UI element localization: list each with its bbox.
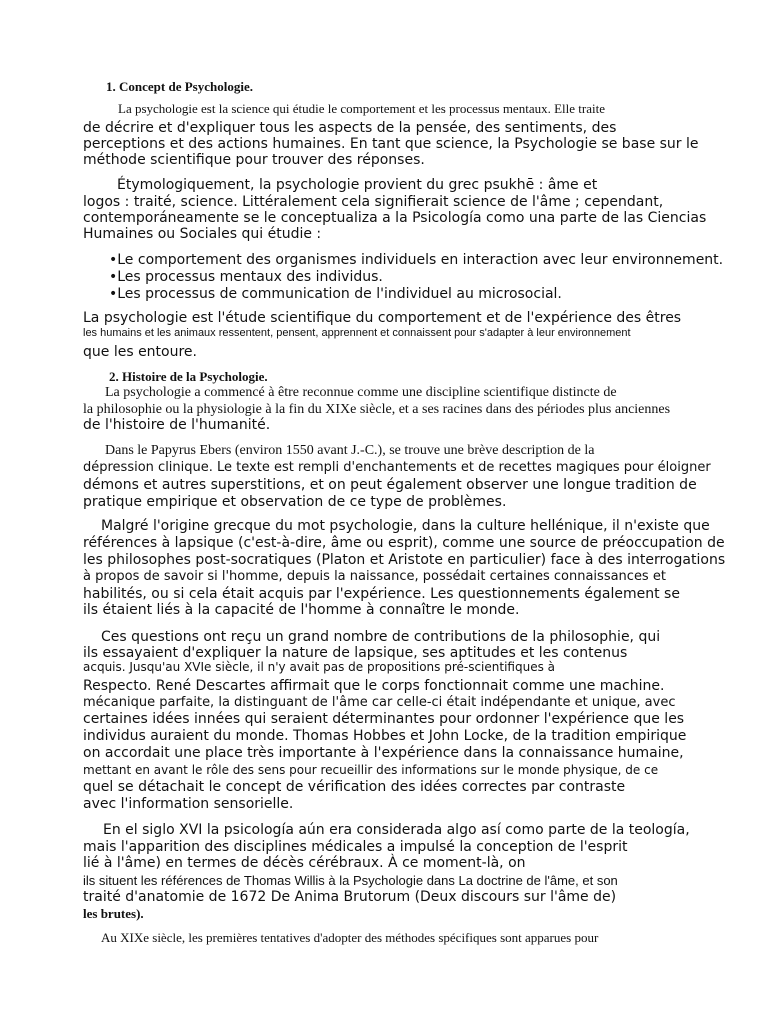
paragraph-line: que les entoure. (83, 344, 197, 360)
paragraph-line: les humains et les animaux ressentent, pensent, apprennent et connaissent pour s'adapter à leur environnement (83, 327, 631, 339)
section-heading-histoire: 2. Histoire de la Psychologie. (109, 369, 268, 384)
bullet-item: •Les processus mentaux des individus. (109, 269, 383, 285)
paragraph-line: dépression clinique. Le texte est rempli d'enchantements et de recettes magiques pour éloigner (83, 460, 711, 475)
paragraph-line: mécanique parfaite, la distinguant de l'âme car celle-ci était indépendante et unique, avec (83, 695, 676, 710)
paragraph-line: pratique empirique et observation de ce type de problèmes. (83, 494, 507, 510)
paragraph-line: quel se détachait le concept de vérification des idées correctes par contraste (83, 779, 626, 795)
paragraph-line: logos : traité, science. Littéralement cela signifierait science de l'âme ; cependant, (83, 194, 664, 210)
paragraph-line: Étymologiquement, la psychologie provient du grec psukhē : âme et (117, 177, 598, 193)
paragraph-line: méthode scientifique pour trouver des réponses. (83, 152, 425, 168)
section-heading-concept: 1. Concept de Psychologie. (106, 79, 253, 94)
paragraph-line: La psychologie a commencé à être reconnue comme une discipline scientifique distincte de (105, 385, 617, 400)
paragraph-line: ils étaient liés à la capacité de l'homme à connaître le monde. (83, 602, 520, 618)
paragraph-line: certaines idées innées qui seraient déterminantes pour ordonner l'expérience que les (83, 711, 685, 727)
paragraph-line: les philosophes post-socratiques (Platon et Aristote en particulier) face à des interrogations (83, 552, 726, 568)
paragraph-line: ils essayaient d'expliquer la nature de lapsique, ses aptitudes et les contenus (83, 645, 628, 661)
paragraph-line: Respecto. René Descartes affirmait que le corps fonctionnait comme une machine. (83, 678, 665, 694)
paragraph-line: lié à l'âme) en termes de décès cérébraux. À ce moment-là, on (83, 855, 526, 871)
paragraph-line: ils situent les références de Thomas Willis à la Psychologie dans La doctrine de l'âme, et son (83, 873, 618, 888)
paragraph-line: La psychologie est l'étude scientifique du comportement et de l'expérience des êtres (83, 310, 682, 326)
paragraph-line: Au XIXe siècle, les premières tentatives d'adopter des méthodes spécifiques sont apparues pour (101, 930, 599, 945)
paragraph-line: habilités, ou si cela était acquis par l'expérience. Les questionnements également se (83, 586, 680, 602)
paragraph-line: Ces questions ont reçu un grand nombre de contributions de la philosophie, qui (101, 629, 661, 645)
paragraph-line: Humaines ou Sociales qui étudie : (83, 226, 322, 242)
paragraph-line: contemporáneamente se le conceptualiza a la Psicología como una parte de las Ciencias (83, 210, 707, 226)
bullet-item: •Les processus de communication de l'individuel au microsocial. (109, 286, 562, 302)
paragraph-line: à propos de savoir si l'homme, depuis la naissance, possédait certaines connaissances et (83, 569, 666, 584)
bullet-item: •Le comportement des organismes individuels en interaction avec leur environnement. (109, 252, 724, 268)
paragraph-line: la philosophie ou la physiologie à la fin du XIXe siècle, et a ses racines dans des périodes plus anciennes (83, 402, 671, 417)
paragraph-line: mais l'apparition des disciplines médicales a impulsé la conception de l'esprit (83, 839, 628, 855)
paragraph-line: de décrire et d'expliquer tous les aspects de la pensée, des sentiments, des (83, 120, 617, 136)
paragraph-line: avec l'information sensorielle. (83, 796, 294, 812)
paragraph-line: on accordait une place très importante à l'expérience dans la connaissance humaine, (83, 745, 684, 761)
paragraph-line: démons et autres superstitions, et on peut également observer une longue tradition de (83, 477, 697, 493)
paragraph-line: acquis. Jusqu'au XVIe siècle, il n'y avait pas de propositions pré-scientifiques à (83, 660, 555, 674)
paragraph-line: individus auraient du monde. Thomas Hobbes et John Locke, de la tradition empirique (83, 728, 687, 744)
paragraph-line: La psychologie est la science qui étudie le comportement et les processus mentaux. Elle traite (118, 101, 605, 116)
paragraph-line: de l'histoire de l'humanité. (83, 417, 271, 433)
paragraph-line: En el siglo XVI la psicología aún era considerada algo así como parte de la teología, (103, 822, 690, 838)
paragraph-line: les brutes). (83, 906, 144, 921)
paragraph-line: perceptions et des actions humaines. En tant que science, la Psychologie se base sur le (83, 136, 699, 152)
paragraph-line: traité d'anatomie de 1672 De Anima Brutorum (Deux discours sur l'âme de) (83, 889, 617, 905)
paragraph-line: Malgré l'origine grecque du mot psychologie, dans la culture hellénique, il n'existe que (101, 518, 710, 534)
paragraph-line: références à lapsique (c'est-à-dire, âme ou esprit), comme une source de préoccupation de (83, 535, 725, 551)
paragraph-line: mettant en avant le rôle des sens pour recueillir des informations sur le monde physique, de ce (83, 763, 659, 777)
paragraph-line: Dans le Papyrus Ebers (environ 1550 avant J.-C.), se trouve une brève description de la (105, 443, 595, 458)
